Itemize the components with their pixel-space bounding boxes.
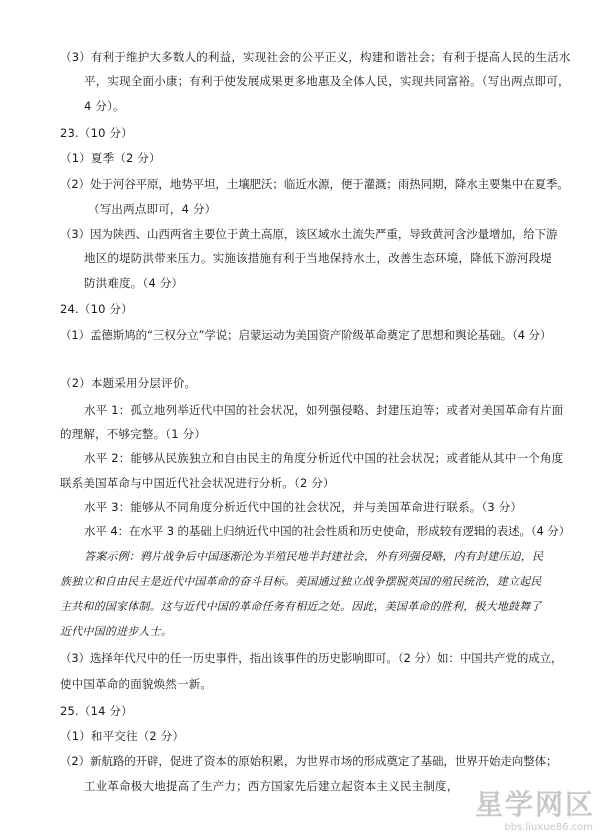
text-line: （1）夏季（2 分） <box>60 151 161 165</box>
text-line: 水平 1：孤立地列举近代中国的社会状况，如列强侵略、封建压迫等；或者对美国革命有片面 <box>84 403 564 417</box>
text-line: 平，实现全面小康；有利于使发展成果更多地惠及全体人民，实现共同富裕。（写出两点即可， <box>84 74 570 88</box>
text-line: 水平 4：在水平 3 的基础上归纳近代中国的社会性质和历史使命，形成较有逻辑的表述。（4 分） <box>84 524 571 538</box>
text-line: 防洪难度。（4 分） <box>84 276 184 290</box>
answer-example-line: 主共和的国家体制。这与近代中国的革命任务有相近之处。因此，美国革命的胜利，极大地鼓舞了 <box>60 600 542 613</box>
answer-example-line: 近代中国的进步人士。 <box>60 625 172 638</box>
text-line: 联系美国革命与中国近代社会状况进行分析。（2 分） <box>60 476 335 490</box>
text-line: （2）新航路的开辟，促进了资本的原始积累，为世界市场的形成奠定了基础，世界开始走向整体； <box>60 754 558 768</box>
text-line: （写出两点即可，4 分） <box>88 202 217 216</box>
text-line: （1）孟德斯鸠的“三权分立”学说；启蒙运动为美国资产阶级革命奠定了思想和舆论基础。（4 分） <box>60 328 552 342</box>
text-line: （3）有利于维护大多数人的利益，实现社会的公平正义，构建和谐社会；有利于提高人民的生活水 <box>60 50 571 64</box>
text-line: （3）选择年代尺中的任一历史事件，指出该事件的历史影响即可。（2 分）如：中国共产党的成立， <box>60 651 563 665</box>
text-line: 使中国革命的面貌焕然一新。 <box>60 677 213 691</box>
text-line: （2）本题采用分层评价。 <box>60 376 197 390</box>
text-line: （3）因为陕西、山西两省主要位于黄土高原，该区域水土流失严重，导致黄河含沙量增加，给下游 <box>60 227 558 241</box>
text-line: 4 分）。 <box>84 99 125 113</box>
text-line: 地区的堤防洪带来压力。实施该措施有利于当地保持水土，改善生态环境，降低下游河段堤 <box>84 251 552 265</box>
question-number: 25.（14 分） <box>60 704 133 718</box>
text-line: 水平 3：能够从不同角度分析近代中国的社会状况，并与美国革命进行联系。（3 分） <box>84 500 523 514</box>
question-number: 24.（10 分） <box>60 302 133 316</box>
text-line: （2）处于河谷平原，地势平坦，土壤肥沃；临近水源，便于灌溉；雨热同期，降水主要集中在夏季。 <box>60 177 569 191</box>
text-line: 工业革命极大地提高了生产力；西方国家先后建立起资本主义民主制度， <box>84 779 459 793</box>
question-number: 23.（10 分） <box>60 126 133 140</box>
answer-example-line: 答案示例：鸦片战争后中国逐渐沦为半殖民地半封建社会，外有列强侵略，内有封建压迫，民 <box>84 550 544 563</box>
watermark-url: bbs.liuxue86.com <box>504 822 593 833</box>
text-line: （1）和平交往（2 分） <box>60 729 185 743</box>
site-watermark <box>405 783 595 833</box>
watermark-logo-text: 星学网区 <box>474 788 595 821</box>
text-line: 的理解，不够完整。（1 分） <box>60 427 207 441</box>
answer-example-line: 族独立和自由民主是近代中国革命的奋斗目标。美国通过独立战争摆脱英国的殖民统治，建立起民 <box>60 575 542 588</box>
text-line: 水平 2：能够从民族独立和自由民主的角度分析近代中国的社会状况；或者能从其中一个角度 <box>84 451 564 465</box>
